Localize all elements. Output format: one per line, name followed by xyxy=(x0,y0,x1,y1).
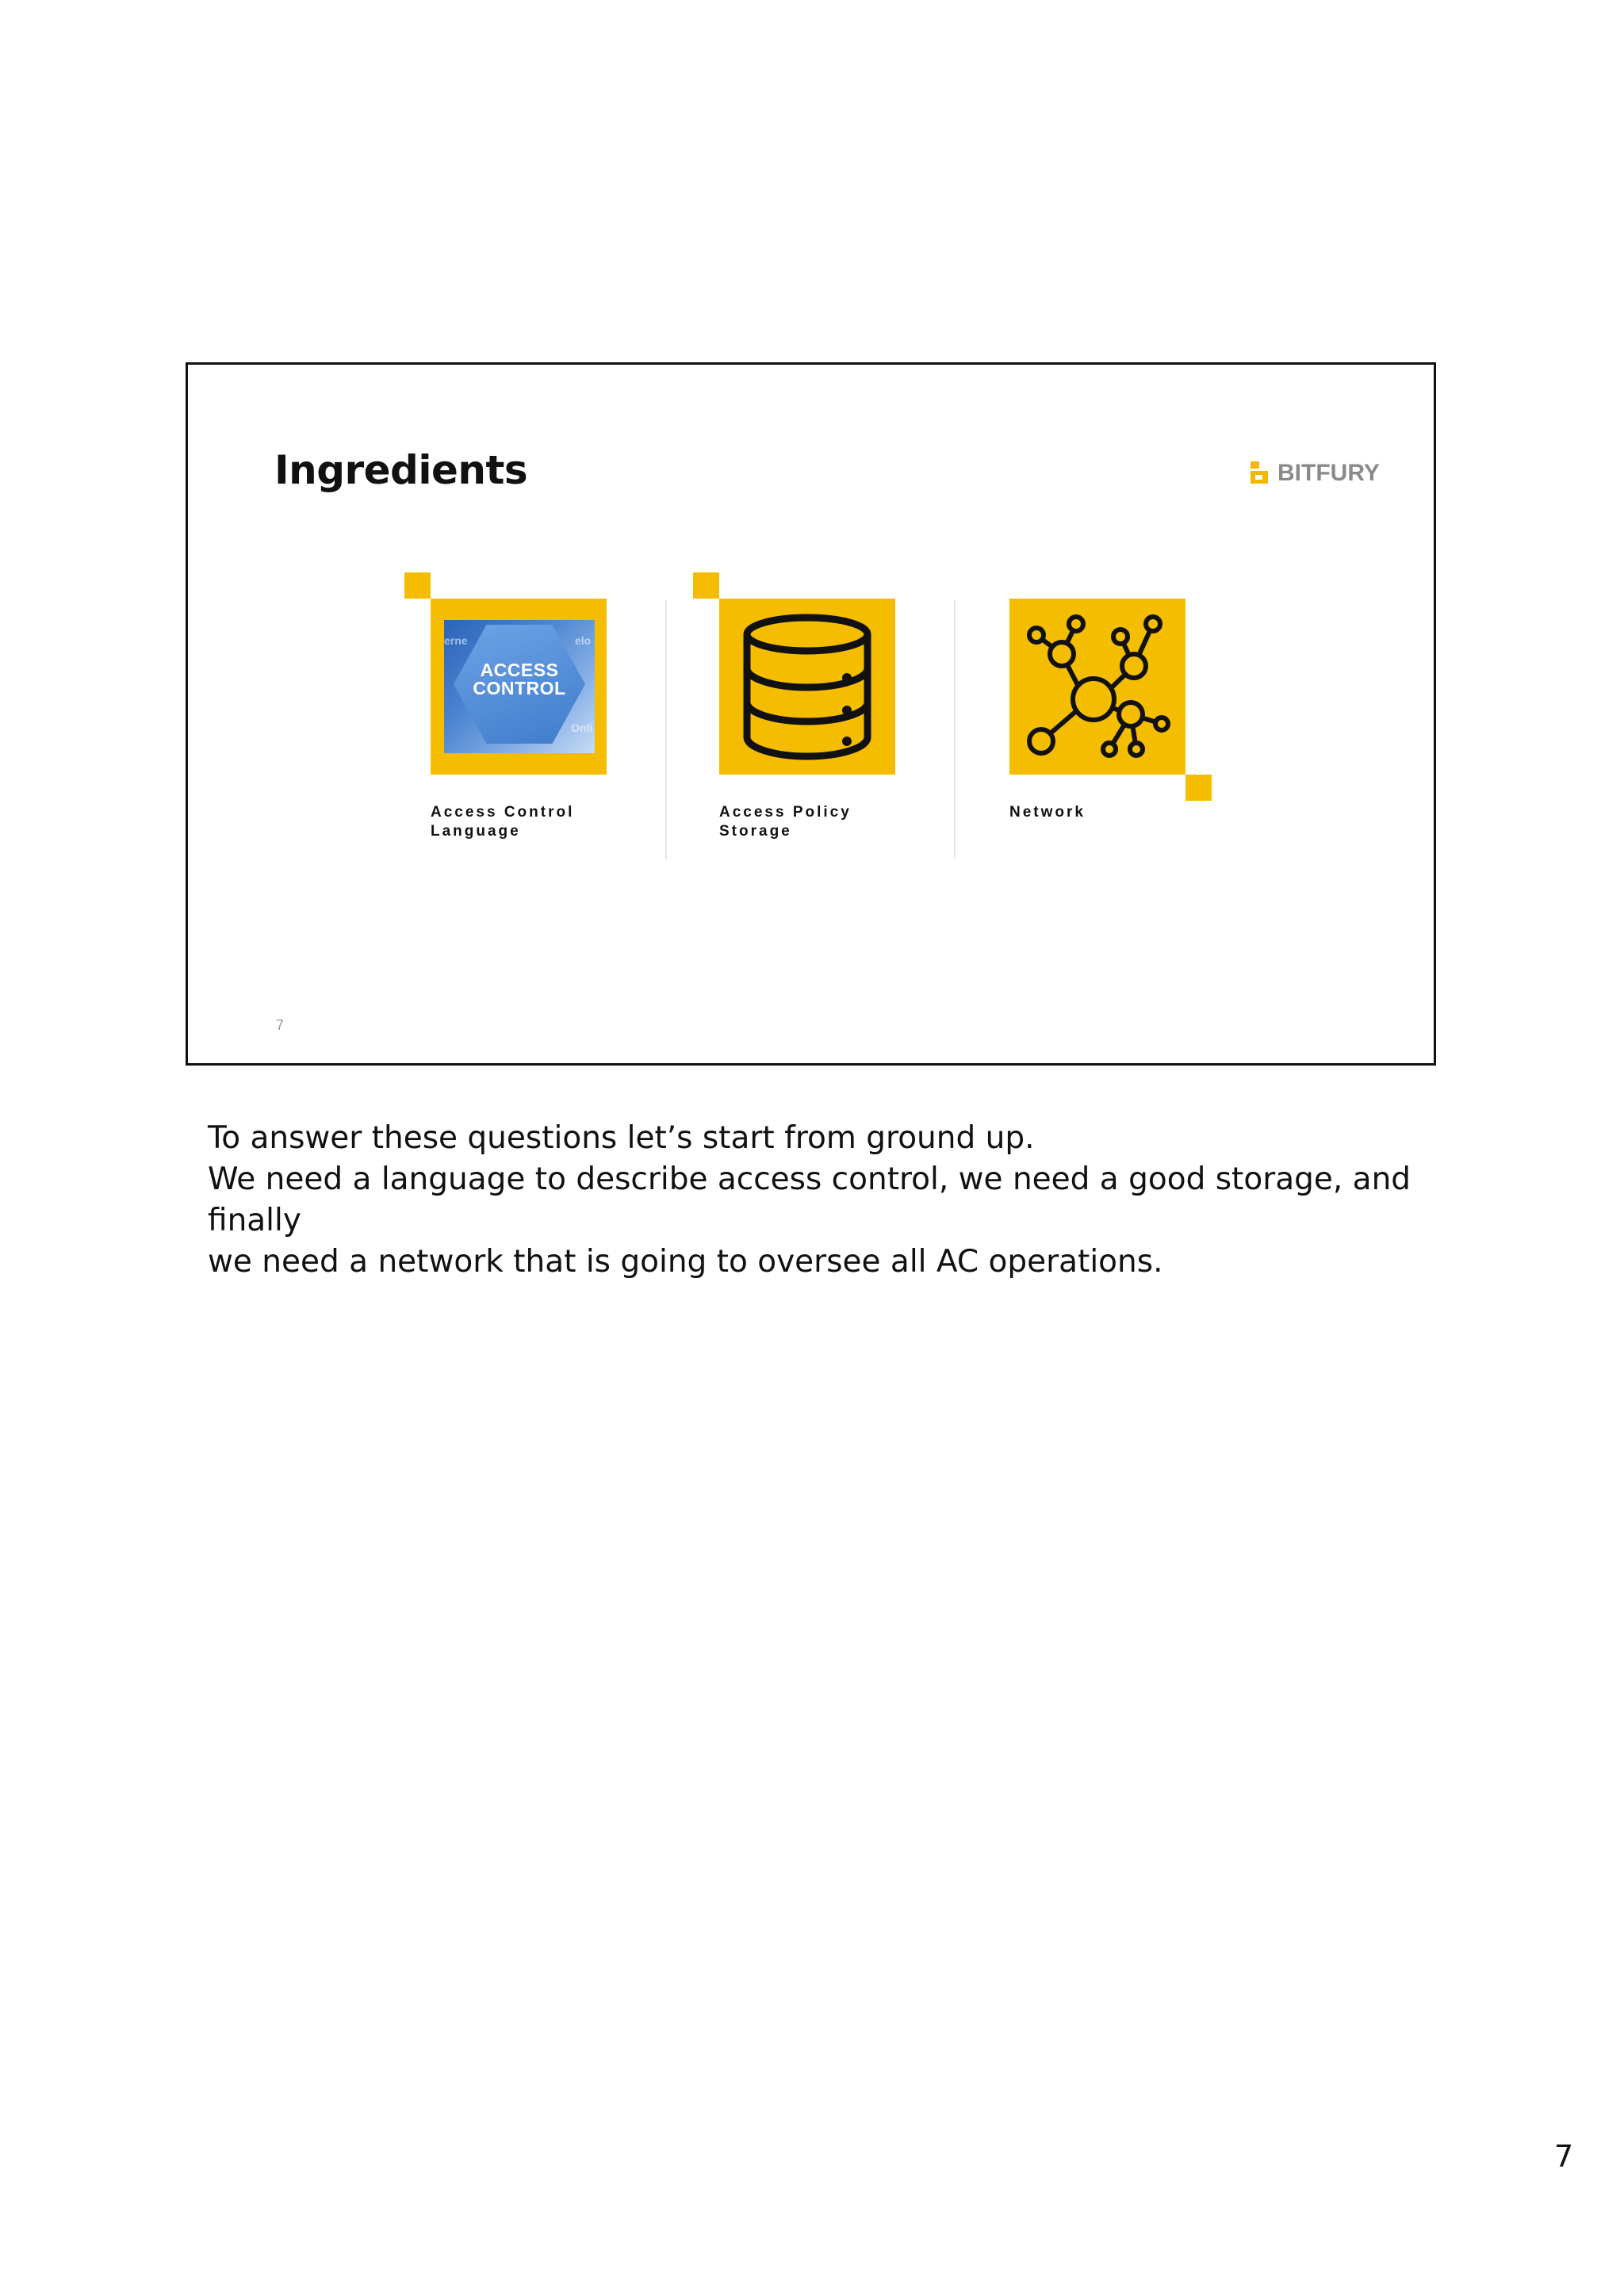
label-line: Access Control xyxy=(431,804,575,821)
network-icon xyxy=(1009,599,1185,775)
image-caption-line: ACCESS xyxy=(480,660,559,680)
label-line: Network xyxy=(1009,804,1086,821)
label-line: Access Policy xyxy=(719,804,852,821)
bitfury-logo-mark-icon xyxy=(1251,461,1268,485)
bitfury-logo xyxy=(1251,460,1380,487)
image-caption xyxy=(444,661,595,698)
access-control-tile xyxy=(431,599,607,775)
image-caption-line: CONTROL xyxy=(473,678,566,698)
slide-frame xyxy=(186,362,1436,1066)
accent-square xyxy=(404,572,431,599)
brand-name: BITFURY xyxy=(1277,460,1380,486)
accent-square xyxy=(693,572,719,599)
slide-title: Ingredients xyxy=(274,447,528,493)
item-label-access-control-language xyxy=(431,803,574,841)
slide-number: 7 xyxy=(276,1017,285,1033)
image-fragment-text: erne xyxy=(444,634,468,647)
label-line: Language xyxy=(431,823,521,840)
column-divider xyxy=(954,600,956,859)
label-line: Storage xyxy=(719,823,792,840)
image-fragment-text: Onli xyxy=(571,721,593,734)
notes-line: We need a language to describe access control, we need a good storage, and finally xyxy=(208,1161,1411,1238)
column-divider xyxy=(665,600,667,859)
access-control-image xyxy=(444,620,595,753)
notes-line: we need a network that is going to oversee all AC operations. xyxy=(208,1244,1163,1280)
item-label-network xyxy=(1009,803,1086,822)
speaker-notes xyxy=(208,1118,1477,1283)
storage-tile xyxy=(719,599,895,775)
page-number: 7 xyxy=(1554,2139,1574,2174)
network-tile xyxy=(1009,599,1185,775)
database-icon xyxy=(719,599,895,775)
image-fragment-text: elo xyxy=(575,634,592,647)
accent-square xyxy=(1185,775,1212,801)
notes-line: To answer these questions let’s start from ground up. xyxy=(208,1120,1035,1156)
item-label-access-policy-storage xyxy=(719,803,852,841)
